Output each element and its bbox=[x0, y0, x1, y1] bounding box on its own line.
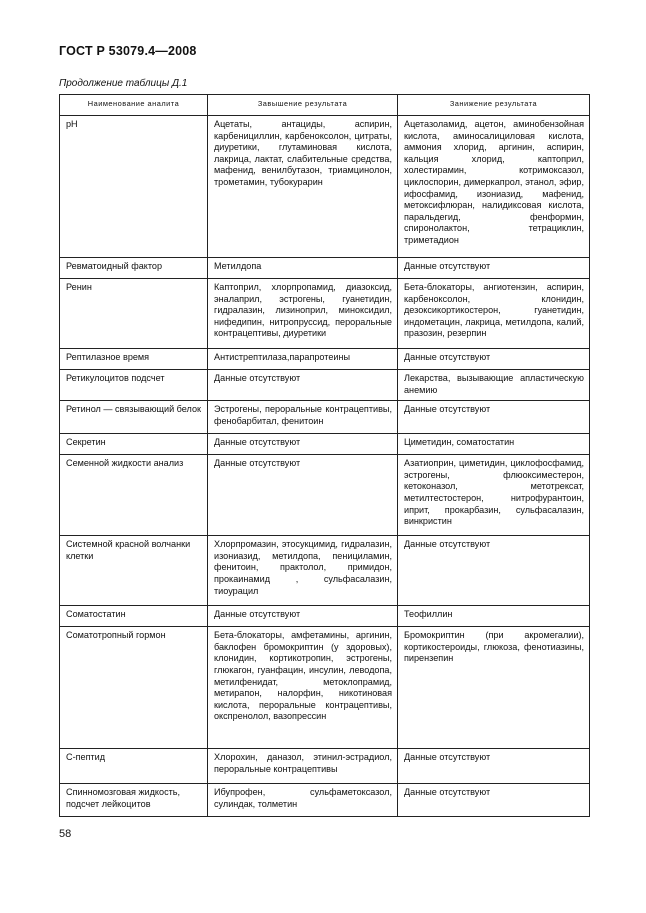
table-row bbox=[60, 401, 590, 434]
analyte-cell: Ретинол — связывающий белок bbox=[60, 401, 208, 434]
analyte-interference-table bbox=[59, 94, 590, 817]
decrease-cell: Лекарства, вызывающие апластическую анемию bbox=[398, 370, 590, 401]
analyte-cell: Системной красной волчанки клетки bbox=[60, 536, 208, 606]
increase-cell: Бета-блокаторы, амфетамины, аргинин, баклофен бромокриптин (у здоровых), клонидин, кортикотропин, эстрогены, глюкагон, гуанфацин, инсулин, леводопа, метилфенидат, метоклопрамид, метирапон, налорфин, никотиновая кислота, пероральные контрацептивы, окспренолол, вазопрессин bbox=[208, 627, 398, 749]
increase-cell: Хлорохин, даназол, этинил-эстрадиол, пероральные контрацептивы bbox=[208, 749, 398, 784]
document-code: ГОСТ Р 53079.4—2008 bbox=[59, 44, 197, 58]
table-caption: Продолжение таблицы Д.1 bbox=[59, 78, 188, 89]
column-header-increase: Завышение результата bbox=[208, 95, 398, 116]
increase-cell: Ибупрофен, сульфаметоксазол, сулиндак, толметин bbox=[208, 784, 398, 817]
increase-cell: Ацетаты, антациды, аспирин, карбенициллин, карбеноксолон, цитраты, диуретики, глутаминовая кислота, лакрица, лактат, слабительные средства, мафенид, венилбутазон, триамцинолон, трометамин, тубокурарин bbox=[208, 116, 398, 258]
increase-cell: Антистрептилаза,парапротеины bbox=[208, 349, 398, 370]
decrease-cell: Данные отсутствуют bbox=[398, 258, 590, 279]
decrease-cell: Данные отсутствуют bbox=[398, 401, 590, 434]
analyte-cell: Ревматоидный фактор bbox=[60, 258, 208, 279]
analyte-cell: Ретикулоцитов подсчет bbox=[60, 370, 208, 401]
increase-cell: Данные отсутствуют bbox=[208, 455, 398, 536]
table-row bbox=[60, 434, 590, 455]
increase-cell: Каптоприл, хлорпропамид, диазоксид, эналаприл, эстрогены, гуанетидин, гидралазин, лизиноприл, миноксидил, нифедипин, нитропруссид, пероральные контрацептивы, диуретики bbox=[208, 279, 398, 349]
column-header-analyte: Наименование аналита bbox=[60, 95, 208, 116]
column-header-decrease: Занижение результата bbox=[398, 95, 590, 116]
table-row bbox=[60, 784, 590, 817]
analyte-cell: Семенной жидкости анализ bbox=[60, 455, 208, 536]
decrease-cell: Циметидин, соматостатин bbox=[398, 434, 590, 455]
decrease-cell: Данные отсутствуют bbox=[398, 349, 590, 370]
table-row bbox=[60, 370, 590, 401]
increase-cell: Данные отсутствуют bbox=[208, 606, 398, 627]
increase-cell: Данные отсутствуют bbox=[208, 434, 398, 455]
analyte-cell: Соматостатин bbox=[60, 606, 208, 627]
increase-cell: Хлорпромазин, этосукцимид, гидралазин, изониазид, метилдопа, пенициламин, фенитоин, практолол, примидон, прокаинамид , сульфасалазин, тиоурацил bbox=[208, 536, 398, 606]
decrease-cell: Данные отсутствуют bbox=[398, 749, 590, 784]
increase-cell: Данные отсутствуют bbox=[208, 370, 398, 401]
page-number: 58 bbox=[59, 828, 72, 840]
increase-cell: Метилдопа bbox=[208, 258, 398, 279]
analyte-cell: С-пептид bbox=[60, 749, 208, 784]
table-row bbox=[60, 627, 590, 749]
table-row bbox=[60, 536, 590, 606]
decrease-cell: Азатиоприн, циметидин, циклофосфамид, эстрогены, флюоксиместерон, кетоконазол, метотрексат, метилтестостерон, нитрофурантоин, иприт, прокарбазин, сульфасалазин, винкристин bbox=[398, 455, 590, 536]
analyte-cell: Секретин bbox=[60, 434, 208, 455]
analyte-cell: Спинномозговая жидкость, подсчет лейкоцитов bbox=[60, 784, 208, 817]
decrease-cell: Данные отсутствуют bbox=[398, 784, 590, 817]
analyte-cell: Соматотропный гормон bbox=[60, 627, 208, 749]
table-row bbox=[60, 258, 590, 279]
decrease-cell: Данные отсутствуют bbox=[398, 536, 590, 606]
analyte-cell: Ренин bbox=[60, 279, 208, 349]
increase-cell: Эстрогены, пероральные контрацептивы, фенобарбитал, фенитоин bbox=[208, 401, 398, 434]
analyte-cell: pH bbox=[60, 116, 208, 258]
table-row bbox=[60, 279, 590, 349]
table-row bbox=[60, 116, 590, 258]
decrease-cell: Ацетазоламид, ацетон, аминобензойная кислота, аминосалициловая кислота, аммония хлорид, аргинин, аспирин, кальция хлорид, каптоприл, холестирамин, котримоксазол, циклоспорин, димеркапрол, этанол, эфир, ифосфамид, изониазид, мафенид, метоксифлюран, налидиксовая кислота, паральдегид, фенформин, спиронолактон, тетрациклин, триметадион bbox=[398, 116, 590, 258]
decrease-cell: Бромокриптин (при акромегалии), кортикостероиды, глюкоза, фенотиазины, пирензепин bbox=[398, 627, 590, 749]
table-row bbox=[60, 455, 590, 536]
decrease-cell: Теофиллин bbox=[398, 606, 590, 627]
table-row bbox=[60, 606, 590, 627]
decrease-cell: Бета-блокаторы, ангиотензин, аспирин, карбеноксолон, клонидин, дезоксикортикостерон, гуанетидин, индометацин, лакрица, метилдопа, калий, празозин, резерпин bbox=[398, 279, 590, 349]
analyte-cell: Рептилазное время bbox=[60, 349, 208, 370]
table-row bbox=[60, 749, 590, 784]
table-header-row bbox=[60, 95, 590, 116]
table-row bbox=[60, 349, 590, 370]
